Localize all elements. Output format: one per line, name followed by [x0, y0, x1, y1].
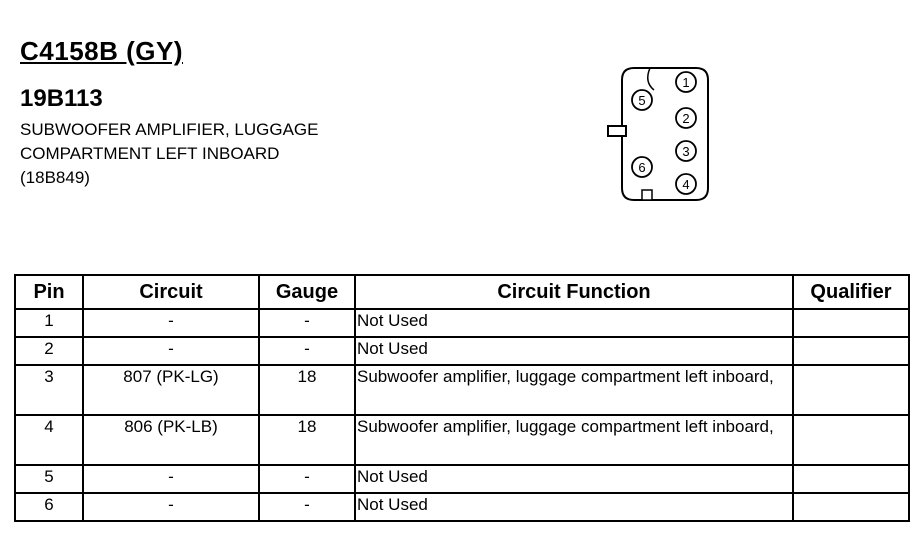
pin-1	[676, 72, 696, 92]
connector-id: C4158B (GY)	[20, 36, 183, 66]
connector-key-arc	[648, 68, 654, 90]
gauge-cell: 18	[259, 415, 355, 465]
gauge-cell: -	[259, 309, 355, 337]
description-line: (18B849)	[20, 168, 90, 187]
circuit-cell: -	[83, 337, 259, 365]
gauge-cell: -	[259, 465, 355, 493]
column-header-qualifier: Qualifier	[793, 275, 909, 309]
table-row	[15, 337, 909, 365]
circuit-function-cell: Subwoofer amplifier, luggage compartment left inboard,	[355, 365, 793, 415]
qualifier-cell	[793, 337, 909, 365]
pin-2-label: 2	[682, 111, 690, 126]
description-line: COMPARTMENT LEFT INBOARD	[20, 144, 280, 163]
column-header-circuit: Circuit	[83, 275, 259, 309]
circuit-cell: 807 (PK-LG)	[83, 365, 259, 415]
circuit-function-cell: Subwoofer amplifier, luggage compartment left inboard,	[355, 415, 793, 465]
circuit-function-cell: Not Used	[355, 337, 793, 365]
pin-cell: 1	[15, 309, 83, 337]
description-line: SUBWOOFER AMPLIFIER, LUGGAGE	[20, 120, 319, 139]
pin-5	[632, 90, 652, 110]
connector-face-svg	[600, 60, 720, 210]
gauge-cell: -	[259, 493, 355, 521]
table-row	[15, 493, 909, 521]
column-header-circuit-function: Circuit Function	[355, 275, 793, 309]
circuit-function-cell: Not Used	[355, 309, 793, 337]
pin-cell: 2	[15, 337, 83, 365]
circuit-function-cell: Not Used	[355, 493, 793, 521]
table-row	[15, 309, 909, 337]
qualifier-cell	[793, 493, 909, 521]
pin-3	[676, 141, 696, 161]
pin-6-label: 6	[638, 160, 646, 175]
table-row	[15, 415, 909, 465]
pin-cell: 3	[15, 365, 83, 415]
column-header-pin: Pin	[15, 275, 83, 309]
pin-4-label: 4	[682, 177, 690, 192]
table-header-row	[15, 275, 909, 309]
part-number: 19B113	[20, 85, 103, 112]
pin-cell: 5	[15, 465, 83, 493]
pin-6	[632, 157, 652, 177]
qualifier-cell	[793, 309, 909, 337]
circuit-cell: -	[83, 493, 259, 521]
circuit-function-cell: Not Used	[355, 465, 793, 493]
table-row	[15, 365, 909, 415]
connector-face-diagram	[600, 60, 720, 210]
qualifier-cell	[793, 415, 909, 465]
qualifier-cell	[793, 365, 909, 415]
connector-latch	[608, 126, 626, 136]
circuit-cell: -	[83, 309, 259, 337]
pin-4	[676, 174, 696, 194]
gauge-cell: -	[259, 337, 355, 365]
pin-cell: 6	[15, 493, 83, 521]
circuit-cell: -	[83, 465, 259, 493]
pin-3-label: 3	[682, 144, 690, 159]
circuit-cell: 806 (PK-LB)	[83, 415, 259, 465]
pin-5-label: 5	[638, 93, 646, 108]
qualifier-cell	[793, 465, 909, 493]
pinout-table	[14, 274, 910, 522]
pin-2	[676, 108, 696, 128]
gauge-cell: 18	[259, 365, 355, 415]
column-header-gauge: Gauge	[259, 275, 355, 309]
connector-bottom-notch	[642, 190, 652, 200]
table-row	[15, 465, 909, 493]
pin-cell: 4	[15, 415, 83, 465]
pin-1-label: 1	[682, 75, 690, 90]
component-description	[20, 118, 319, 190]
